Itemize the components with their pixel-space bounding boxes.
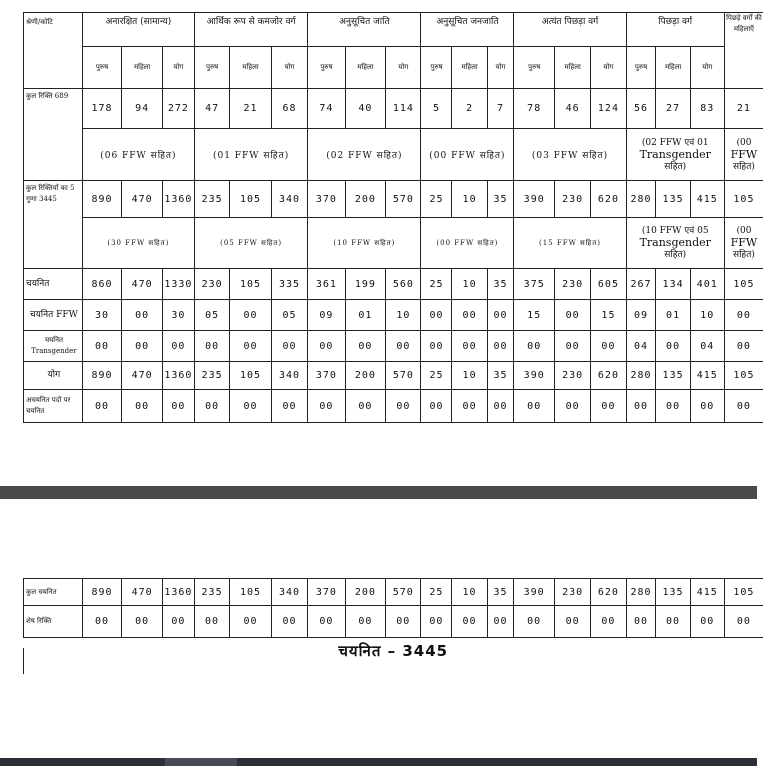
note-line: FFW	[730, 236, 758, 249]
value-cell: 340	[271, 362, 307, 390]
value-cell: 105	[724, 269, 763, 300]
value-cell: 00	[122, 606, 163, 638]
value-cell: 00	[82, 606, 122, 638]
category-header-general: अनारक्षित (सामान्य)	[82, 13, 194, 47]
value-cell: 230	[555, 362, 591, 390]
value-cell: 00	[452, 300, 487, 331]
value-cell: 415	[690, 579, 724, 606]
category-header-ews: आर्थिक रूप से कमजोर वर्ग	[194, 13, 307, 47]
value-cell: 105	[230, 579, 272, 606]
value-cell: 30	[82, 300, 122, 331]
value-cell: 00	[230, 390, 272, 423]
value-cell: 01	[656, 300, 690, 331]
sub-total: योग	[690, 47, 724, 89]
value-cell: 00	[626, 606, 656, 638]
note-line: FFW	[730, 147, 758, 161]
row-label: कुल रिक्ति 689	[24, 89, 83, 181]
value-cell: 83	[690, 89, 724, 129]
value-cell: 15	[591, 300, 626, 331]
ffw-note: (03 FFW सहित)	[514, 129, 626, 181]
value-cell: 200	[345, 181, 386, 218]
value-cell: 1360	[162, 362, 194, 390]
value-cell: 04	[626, 331, 656, 362]
value-cell: 00	[690, 390, 724, 423]
value-cell: 390	[514, 181, 555, 218]
transgender-note-line: (10 FFW एवं 05	[641, 226, 709, 236]
subheader-row	[24, 47, 763, 89]
value-cell: 00	[421, 331, 452, 362]
sub-total: योग	[487, 47, 514, 89]
row-selected	[24, 269, 763, 300]
row-label: कुल रिक्तियों का 5 गुणा 3445	[24, 181, 83, 269]
value-cell: 25	[421, 579, 452, 606]
transgender-note-line: Transgender	[639, 236, 711, 249]
value-cell: 00	[487, 300, 514, 331]
value-cell: 00	[514, 390, 555, 423]
category-header-bc-women: पिछड़े वर्गों की महिलाएँ	[724, 13, 763, 89]
row-remaining	[24, 606, 763, 638]
value-cell: 335	[271, 269, 307, 300]
note-line: सहित)	[733, 161, 755, 172]
ffw-note-last	[724, 129, 763, 181]
sub-male: पुरुष	[194, 47, 229, 89]
value-cell: 375	[514, 269, 555, 300]
value-cell: 370	[308, 579, 345, 606]
value-cell: 370	[308, 181, 345, 218]
value-cell: 361	[308, 269, 345, 300]
ffw-note: (00 FFW सहित)	[421, 129, 514, 181]
value-cell: 01	[345, 300, 386, 331]
category-header-bc: पिछड़ा वर्ग	[626, 13, 724, 47]
value-cell: 200	[345, 362, 386, 390]
value-cell: 135	[656, 362, 690, 390]
value-cell: 10	[452, 181, 487, 218]
value-cell: 78	[514, 89, 555, 129]
value-cell: 235	[194, 362, 229, 390]
value-cell: 105	[230, 362, 272, 390]
ffw-note: (02 FFW सहित)	[308, 129, 421, 181]
ffw-note: (10 FFW सहित)	[308, 218, 421, 269]
value-cell: 00	[724, 300, 763, 331]
value-cell: 00	[386, 606, 421, 638]
value-cell: 00	[345, 606, 386, 638]
page-divider	[0, 486, 757, 499]
value-cell: 00	[345, 331, 386, 362]
value-cell: 10	[452, 269, 487, 300]
value-cell: 15	[514, 300, 555, 331]
value-cell: 5	[421, 89, 452, 129]
value-cell: 00	[345, 390, 386, 423]
value-cell: 470	[122, 362, 163, 390]
value-cell: 00	[591, 390, 626, 423]
value-cell: 230	[554, 579, 590, 606]
ffw-note-last	[724, 218, 763, 269]
value-cell: 00	[194, 390, 229, 423]
value-cell: 10	[386, 300, 421, 331]
value-cell: 415	[690, 181, 724, 218]
value-cell: 00	[162, 390, 194, 423]
row-label: चयनित Transgender	[24, 331, 83, 362]
row-total	[24, 362, 763, 390]
value-cell: 890	[82, 181, 122, 218]
value-cell: 105	[724, 579, 763, 606]
note-line: सहित)	[733, 250, 755, 260]
value-cell: 890	[82, 362, 122, 390]
value-cell: 00	[690, 606, 724, 638]
value-cell: 00	[122, 300, 163, 331]
sub-female: महिला	[656, 47, 690, 89]
value-cell: 74	[308, 89, 345, 129]
row-selected-ffw	[24, 300, 763, 331]
category-header-ebc: अत्यंत पिछड़ा वर्ग	[514, 13, 626, 47]
value-cell: 267	[626, 269, 656, 300]
value-cell: 401	[690, 269, 724, 300]
value-cell: 860	[82, 269, 122, 300]
value-cell: 35	[487, 181, 514, 218]
value-cell: 230	[555, 269, 591, 300]
value-cell: 890	[82, 579, 122, 606]
value-cell: 230	[555, 181, 591, 218]
sub-male: पुरुष	[626, 47, 656, 89]
category-header-sc: अनुसूचित जाति	[308, 13, 421, 47]
sub-female: महिला	[452, 47, 487, 89]
value-cell: 46	[555, 89, 591, 129]
value-cell: 00	[724, 390, 763, 423]
value-cell: 00	[452, 606, 487, 638]
value-cell: 00	[194, 331, 229, 362]
row-selected-transgender	[24, 331, 763, 362]
value-cell: 114	[386, 89, 421, 129]
value-cell: 09	[308, 300, 345, 331]
value-cell: 620	[591, 579, 626, 606]
sub-female: महिला	[230, 47, 272, 89]
selected-total-caption: चयनित – 3445	[24, 638, 763, 664]
value-cell: 1360	[162, 579, 194, 606]
value-cell: 10	[452, 579, 487, 606]
transgender-note	[626, 129, 724, 181]
value-cell: 105	[724, 181, 763, 218]
value-cell: 280	[626, 362, 656, 390]
value-cell: 10	[452, 362, 487, 390]
row-total-selected	[24, 579, 763, 606]
value-cell: 00	[122, 331, 163, 362]
value-cell: 230	[194, 269, 229, 300]
value-cell: 390	[514, 362, 555, 390]
value-cell: 00	[724, 606, 763, 638]
row-label: कुल चयनित	[24, 579, 83, 606]
value-cell: 00	[308, 606, 345, 638]
ffw-note: (00 FFW सहित)	[421, 218, 514, 269]
value-cell: 00	[591, 331, 626, 362]
value-cell: 56	[626, 89, 656, 129]
value-cell: 04	[690, 331, 724, 362]
table-left-edge	[23, 648, 24, 674]
value-cell: 00	[421, 606, 452, 638]
note-line: (00	[736, 137, 752, 148]
value-cell: 05	[194, 300, 229, 331]
value-cell: 00	[82, 390, 122, 423]
value-cell: 340	[271, 181, 307, 218]
value-cell: 25	[421, 362, 452, 390]
sub-male: पुरुष	[421, 47, 452, 89]
sub-male: पुरुष	[82, 47, 122, 89]
value-cell: 21	[230, 89, 272, 129]
sub-total: योग	[386, 47, 421, 89]
value-cell: 00	[452, 331, 487, 362]
value-cell: 00	[656, 606, 690, 638]
row-caption	[24, 638, 763, 664]
value-cell: 00	[162, 606, 194, 638]
value-cell: 00	[656, 331, 690, 362]
value-cell: 272	[162, 89, 194, 129]
value-cell: 40	[345, 89, 386, 129]
sub-female: महिला	[555, 47, 591, 89]
value-cell: 7	[487, 89, 514, 129]
value-cell: 124	[591, 89, 626, 129]
value-cell: 340	[271, 579, 307, 606]
value-cell: 35	[487, 579, 514, 606]
value-cell: 135	[656, 579, 690, 606]
value-cell: 00	[386, 331, 421, 362]
value-cell: 235	[194, 181, 229, 218]
sub-female: महिला	[122, 47, 163, 89]
value-cell: 00	[230, 331, 272, 362]
value-cell: 134	[656, 269, 690, 300]
value-cell: 200	[345, 579, 386, 606]
ffw-note: (05 FFW सहित)	[194, 218, 307, 269]
value-cell: 00	[122, 390, 163, 423]
row-label: शेष रिक्ति	[24, 606, 83, 638]
summary-table	[23, 578, 763, 664]
value-cell: 00	[230, 606, 272, 638]
value-cell: 00	[82, 331, 122, 362]
value-cell: 00	[626, 390, 656, 423]
value-cell: 00	[386, 390, 421, 423]
row-five-times-notes	[24, 218, 763, 269]
value-cell: 35	[487, 362, 514, 390]
value-cell: 00	[555, 390, 591, 423]
value-cell: 00	[421, 390, 452, 423]
transgender-note-line: सहित)	[664, 161, 687, 172]
value-cell: 390	[514, 579, 555, 606]
corner-header: श्रेणी/कोटि	[24, 13, 83, 89]
sub-total: योग	[271, 47, 307, 89]
value-cell: 00	[724, 331, 763, 362]
value-cell: 00	[487, 390, 514, 423]
row-label: योग	[24, 362, 83, 390]
value-cell: 570	[386, 181, 421, 218]
row-unselected	[24, 390, 763, 423]
value-cell: 620	[591, 362, 626, 390]
ffw-note: (30 FFW सहित)	[82, 218, 194, 269]
bottom-toolbar	[0, 758, 757, 766]
value-cell: 370	[308, 362, 345, 390]
value-cell: 620	[591, 181, 626, 218]
value-cell: 21	[724, 89, 763, 129]
value-cell: 470	[122, 579, 163, 606]
value-cell: 2	[452, 89, 487, 129]
value-cell: 235	[194, 579, 229, 606]
transgender-note-line: (02 FFW एवं 01	[641, 137, 709, 148]
transgender-note-line: सहित)	[664, 250, 687, 260]
results-table	[23, 12, 763, 423]
sub-total: योग	[591, 47, 626, 89]
value-cell: 560	[386, 269, 421, 300]
value-cell: 00	[555, 331, 591, 362]
value-cell: 00	[271, 390, 307, 423]
value-cell: 09	[626, 300, 656, 331]
value-cell: 470	[122, 269, 163, 300]
value-cell: 1360	[162, 181, 194, 218]
row-five-times	[24, 181, 763, 218]
value-cell: 27	[656, 89, 690, 129]
value-cell: 105	[230, 269, 272, 300]
value-cell: 470	[122, 181, 163, 218]
note-line: (00	[736, 226, 752, 236]
value-cell: 00	[271, 331, 307, 362]
transgender-note-line: Transgender	[639, 147, 711, 161]
value-cell: 00	[487, 331, 514, 362]
value-cell: 25	[421, 269, 452, 300]
sub-male: पुरुष	[308, 47, 345, 89]
transgender-note	[626, 218, 724, 269]
value-cell: 280	[626, 579, 656, 606]
value-cell: 605	[591, 269, 626, 300]
value-cell: 00	[308, 331, 345, 362]
value-cell: 178	[82, 89, 122, 129]
value-cell: 25	[421, 181, 452, 218]
value-cell: 570	[386, 362, 421, 390]
value-cell: 135	[656, 181, 690, 218]
value-cell: 00	[194, 606, 229, 638]
category-header-st: अनुसूचित जनजाति	[421, 13, 514, 47]
value-cell: 68	[271, 89, 307, 129]
value-cell: 280	[626, 181, 656, 218]
value-cell: 00	[230, 300, 272, 331]
value-cell: 105	[230, 181, 272, 218]
row-label: चयनित FFW	[24, 300, 83, 331]
value-cell: 00	[308, 390, 345, 423]
value-cell: 00	[554, 606, 590, 638]
value-cell: 00	[487, 606, 514, 638]
value-cell: 47	[194, 89, 229, 129]
row-label: चयनित	[24, 269, 83, 300]
value-cell: 30	[162, 300, 194, 331]
value-cell: 10	[690, 300, 724, 331]
value-cell: 05	[271, 300, 307, 331]
value-cell: 415	[690, 362, 724, 390]
value-cell: 00	[514, 331, 555, 362]
value-cell: 00	[162, 331, 194, 362]
ffw-note: (15 FFW सहित)	[514, 218, 626, 269]
row-label: अचयनित पदों पर चयनित	[24, 390, 83, 423]
value-cell: 00	[514, 606, 555, 638]
row-total-vacancy-notes	[24, 129, 763, 181]
row-total-vacancy	[24, 89, 763, 129]
value-cell: 35	[487, 269, 514, 300]
value-cell: 00	[452, 390, 487, 423]
value-cell: 94	[122, 89, 163, 129]
ffw-note: (01 FFW सहित)	[194, 129, 307, 181]
value-cell: 1330	[162, 269, 194, 300]
value-cell: 00	[271, 606, 307, 638]
sub-male: पुरुष	[514, 47, 555, 89]
value-cell: 00	[421, 300, 452, 331]
value-cell: 00	[591, 606, 626, 638]
value-cell: 00	[656, 390, 690, 423]
value-cell: 199	[345, 269, 386, 300]
sub-total: योग	[162, 47, 194, 89]
ffw-note: (06 FFW सहित)	[82, 129, 194, 181]
value-cell: 00	[555, 300, 591, 331]
toolbar-segment	[165, 758, 237, 766]
sub-female: महिला	[345, 47, 386, 89]
value-cell: 570	[386, 579, 421, 606]
value-cell: 105	[724, 362, 763, 390]
